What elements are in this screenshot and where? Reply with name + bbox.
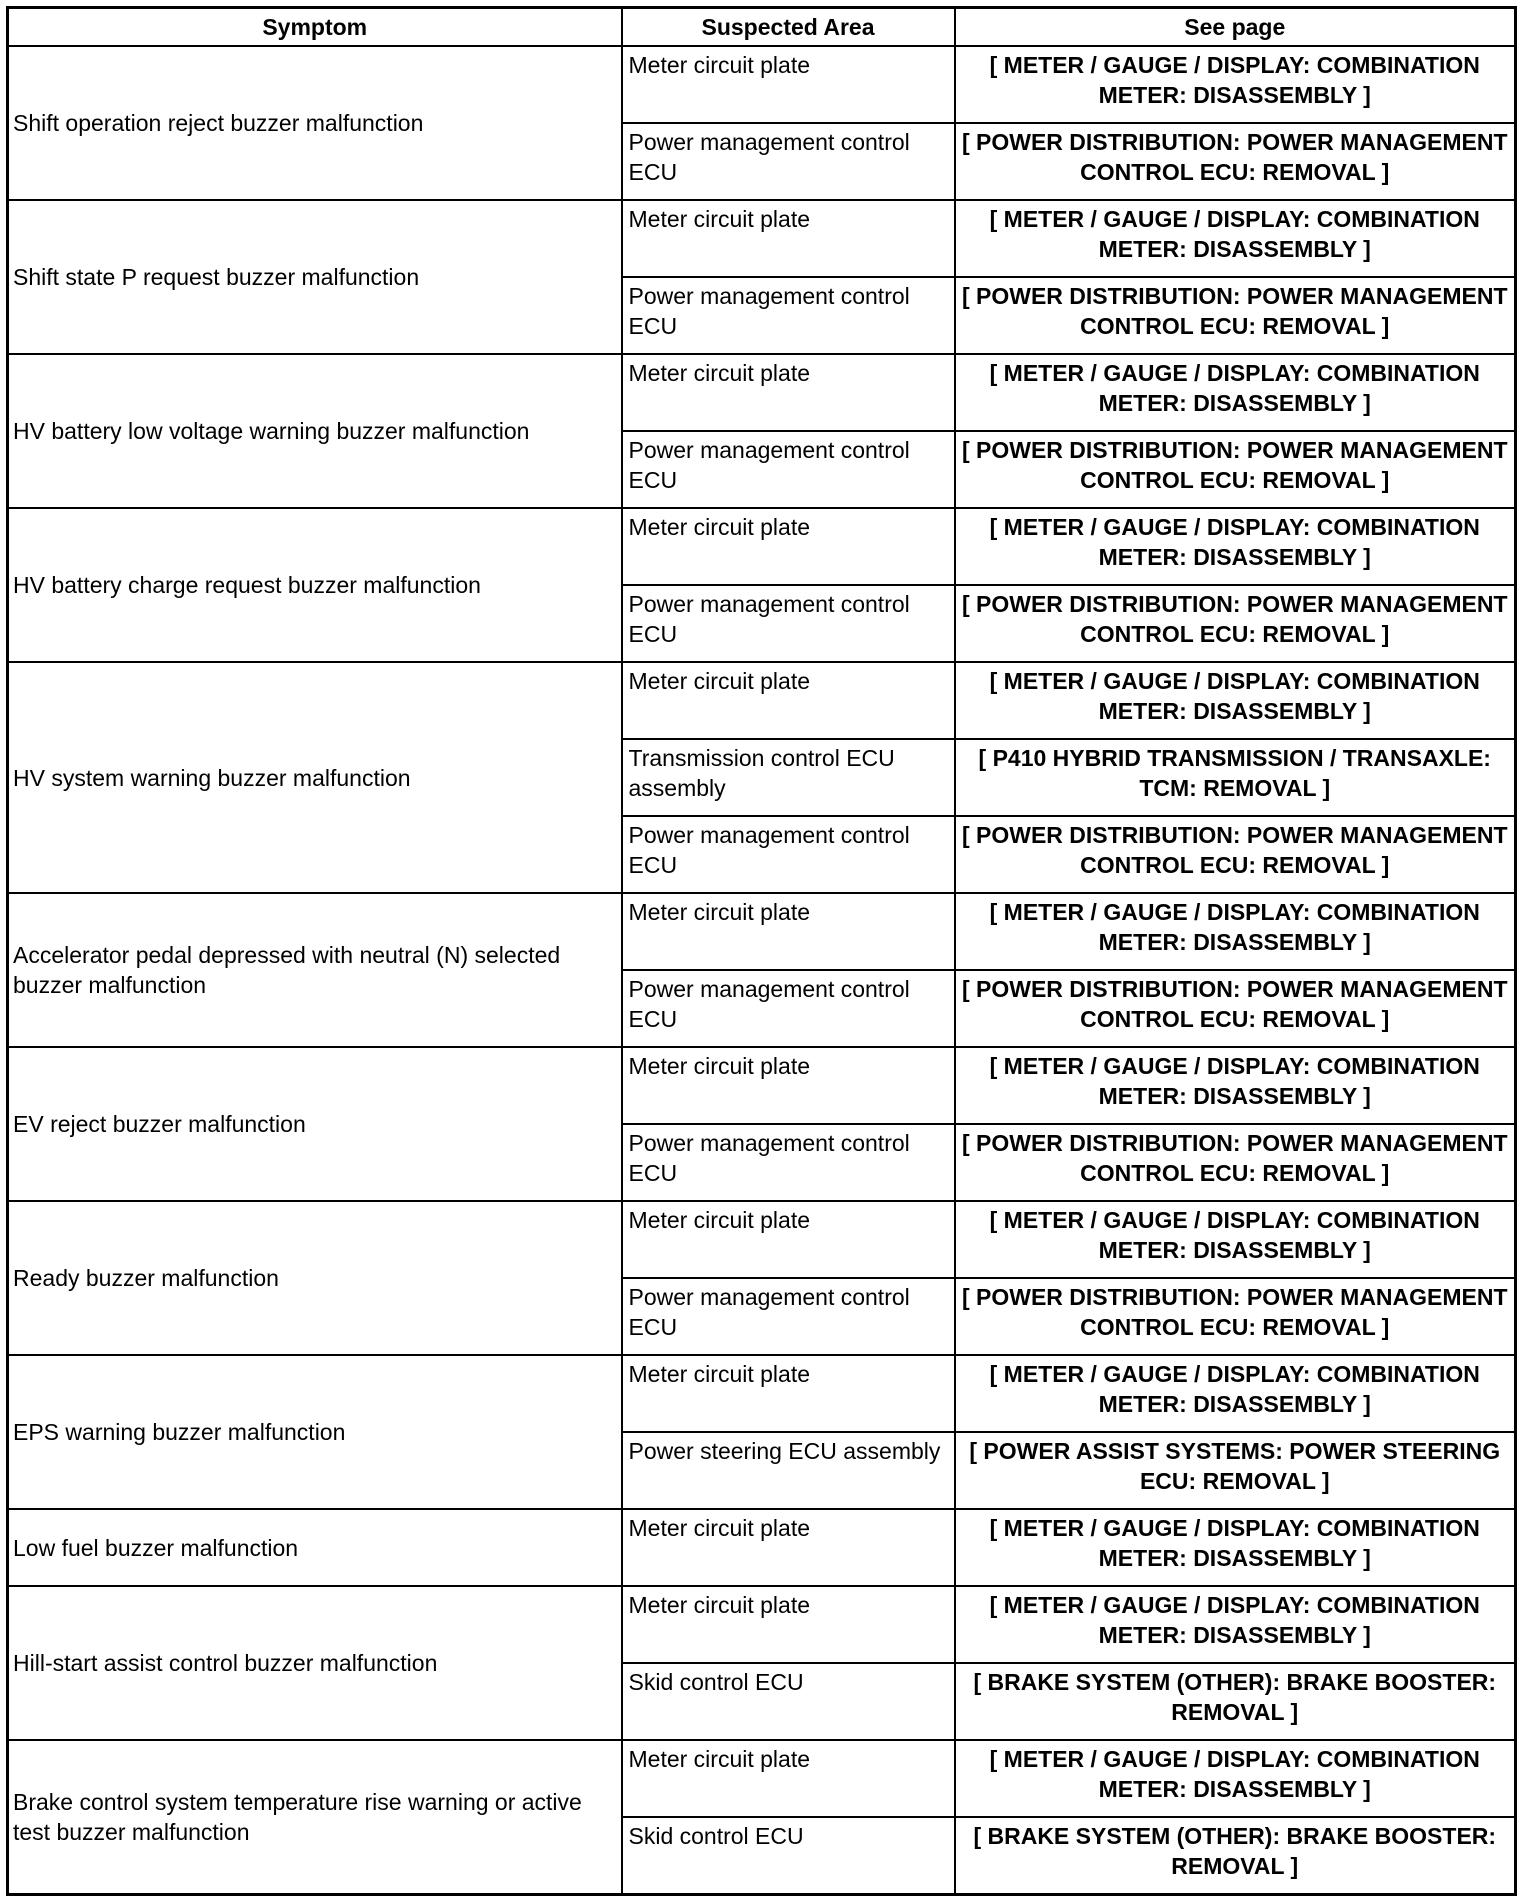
table-row (8, 662, 1516, 739)
symptom-cell: Low fuel buzzer malfunction (8, 1509, 622, 1586)
suspected-area-cell: Power management control ECU (622, 585, 955, 662)
table-row (8, 200, 1516, 277)
symptom-cell: HV battery low voltage warning buzzer malfunction (8, 354, 622, 508)
see-page-link[interactable]: [ POWER ASSIST SYSTEMS: POWER STEERING ECU: REMOVAL ] (955, 1432, 1516, 1509)
suspected-area-cell: Power management control ECU (622, 123, 955, 200)
suspected-area-cell: Power management control ECU (622, 1124, 955, 1201)
see-page-link[interactable]: [ METER / GAUGE / DISPLAY: COMBINATION METER: DISASSEMBLY ] (955, 1740, 1516, 1817)
see-page-link[interactable]: [ POWER DISTRIBUTION: POWER MANAGEMENT CONTROL ECU: REMOVAL ] (955, 431, 1516, 508)
table-header (8, 8, 1516, 47)
suspected-area-cell: Power management control ECU (622, 816, 955, 893)
see-page-link[interactable]: [ POWER DISTRIBUTION: POWER MANAGEMENT CONTROL ECU: REMOVAL ] (955, 585, 1516, 662)
see-page-link[interactable]: [ METER / GAUGE / DISPLAY: COMBINATION METER: DISASSEMBLY ] (955, 1201, 1516, 1278)
see-page-link[interactable]: [ POWER DISTRIBUTION: POWER MANAGEMENT CONTROL ECU: REMOVAL ] (955, 970, 1516, 1047)
see-page-link[interactable]: [ METER / GAUGE / DISPLAY: COMBINATION METER: DISASSEMBLY ] (955, 1047, 1516, 1124)
table-row (8, 1355, 1516, 1432)
see-page-link[interactable]: [ BRAKE SYSTEM (OTHER): BRAKE BOOSTER: REMOVAL ] (955, 1663, 1516, 1740)
header-row (8, 8, 1516, 47)
suspected-area-cell: Meter circuit plate (622, 1355, 955, 1432)
symptom-cell: Accelerator pedal depressed with neutral (N) selected buzzer malfunction (8, 893, 622, 1047)
table-row (8, 354, 1516, 431)
see-page-link[interactable]: [ POWER DISTRIBUTION: POWER MANAGEMENT CONTROL ECU: REMOVAL ] (955, 277, 1516, 354)
table-row (8, 1586, 1516, 1663)
header-symptom: Symptom (8, 8, 622, 47)
table-row (8, 1740, 1516, 1817)
suspected-area-cell: Meter circuit plate (622, 508, 955, 585)
suspected-area-cell: Power steering ECU assembly (622, 1432, 955, 1509)
suspected-area-cell: Meter circuit plate (622, 46, 955, 123)
see-page-link[interactable]: [ METER / GAUGE / DISPLAY: COMBINATION METER: DISASSEMBLY ] (955, 1355, 1516, 1432)
see-page-link[interactable]: [ POWER DISTRIBUTION: POWER MANAGEMENT CONTROL ECU: REMOVAL ] (955, 123, 1516, 200)
table-row (8, 1201, 1516, 1278)
symptom-cell: Hill-start assist control buzzer malfunction (8, 1586, 622, 1740)
table-row (8, 893, 1516, 970)
table-row (8, 46, 1516, 123)
suspected-area-cell: Transmission control ECU assembly (622, 739, 955, 816)
table-body (8, 46, 1516, 1895)
see-page-link[interactable]: [ METER / GAUGE / DISPLAY: COMBINATION METER: DISASSEMBLY ] (955, 200, 1516, 277)
see-page-link[interactable]: [ METER / GAUGE / DISPLAY: COMBINATION METER: DISASSEMBLY ] (955, 1586, 1516, 1663)
suspected-area-cell: Power management control ECU (622, 431, 955, 508)
see-page-link[interactable]: [ METER / GAUGE / DISPLAY: COMBINATION METER: DISASSEMBLY ] (955, 1509, 1516, 1586)
symptom-cell: HV battery charge request buzzer malfunction (8, 508, 622, 662)
header-see-page: See page (955, 8, 1516, 47)
table-row (8, 1047, 1516, 1124)
suspected-area-cell: Meter circuit plate (622, 200, 955, 277)
see-page-link[interactable]: [ P410 HYBRID TRANSMISSION / TRANSAXLE: TCM: REMOVAL ] (955, 739, 1516, 816)
suspected-area-cell: Meter circuit plate (622, 662, 955, 739)
symptom-cell: EPS warning buzzer malfunction (8, 1355, 622, 1509)
suspected-area-cell: Meter circuit plate (622, 354, 955, 431)
see-page-link[interactable]: [ METER / GAUGE / DISPLAY: COMBINATION METER: DISASSEMBLY ] (955, 508, 1516, 585)
symptom-cell: Ready buzzer malfunction (8, 1201, 622, 1355)
symptom-cell: HV system warning buzzer malfunction (8, 662, 622, 893)
see-page-link[interactable]: [ POWER DISTRIBUTION: POWER MANAGEMENT CONTROL ECU: REMOVAL ] (955, 1278, 1516, 1355)
see-page-link[interactable]: [ METER / GAUGE / DISPLAY: COMBINATION METER: DISASSEMBLY ] (955, 354, 1516, 431)
symptom-cell: Shift state P request buzzer malfunction (8, 200, 622, 354)
suspected-area-cell: Meter circuit plate (622, 1201, 955, 1278)
suspected-area-cell: Meter circuit plate (622, 893, 955, 970)
document-page (6, 6, 1514, 1896)
see-page-link[interactable]: [ METER / GAUGE / DISPLAY: COMBINATION METER: DISASSEMBLY ] (955, 46, 1516, 123)
see-page-link[interactable]: [ BRAKE SYSTEM (OTHER): BRAKE BOOSTER: REMOVAL ] (955, 1817, 1516, 1895)
see-page-link[interactable]: [ METER / GAUGE / DISPLAY: COMBINATION METER: DISASSEMBLY ] (955, 893, 1516, 970)
symptom-cell: Shift operation reject buzzer malfunction (8, 46, 622, 200)
table-row (8, 508, 1516, 585)
see-page-link[interactable]: [ METER / GAUGE / DISPLAY: COMBINATION METER: DISASSEMBLY ] (955, 662, 1516, 739)
table-row (8, 1509, 1516, 1586)
suspected-area-cell: Meter circuit plate (622, 1740, 955, 1817)
suspected-area-cell: Meter circuit plate (622, 1509, 955, 1586)
symptom-table (6, 6, 1517, 1896)
see-page-link[interactable]: [ POWER DISTRIBUTION: POWER MANAGEMENT CONTROL ECU: REMOVAL ] (955, 816, 1516, 893)
suspected-area-cell: Skid control ECU (622, 1663, 955, 1740)
suspected-area-cell: Skid control ECU (622, 1817, 955, 1895)
suspected-area-cell: Power management control ECU (622, 970, 955, 1047)
suspected-area-cell: Power management control ECU (622, 1278, 955, 1355)
suspected-area-cell: Meter circuit plate (622, 1047, 955, 1124)
suspected-area-cell: Power management control ECU (622, 277, 955, 354)
see-page-link[interactable]: [ POWER DISTRIBUTION: POWER MANAGEMENT CONTROL ECU: REMOVAL ] (955, 1124, 1516, 1201)
symptom-cell: Brake control system temperature rise warning or active test buzzer malfunction (8, 1740, 622, 1895)
symptom-cell: EV reject buzzer malfunction (8, 1047, 622, 1201)
suspected-area-cell: Meter circuit plate (622, 1586, 955, 1663)
header-suspected-area: Suspected Area (622, 8, 955, 47)
